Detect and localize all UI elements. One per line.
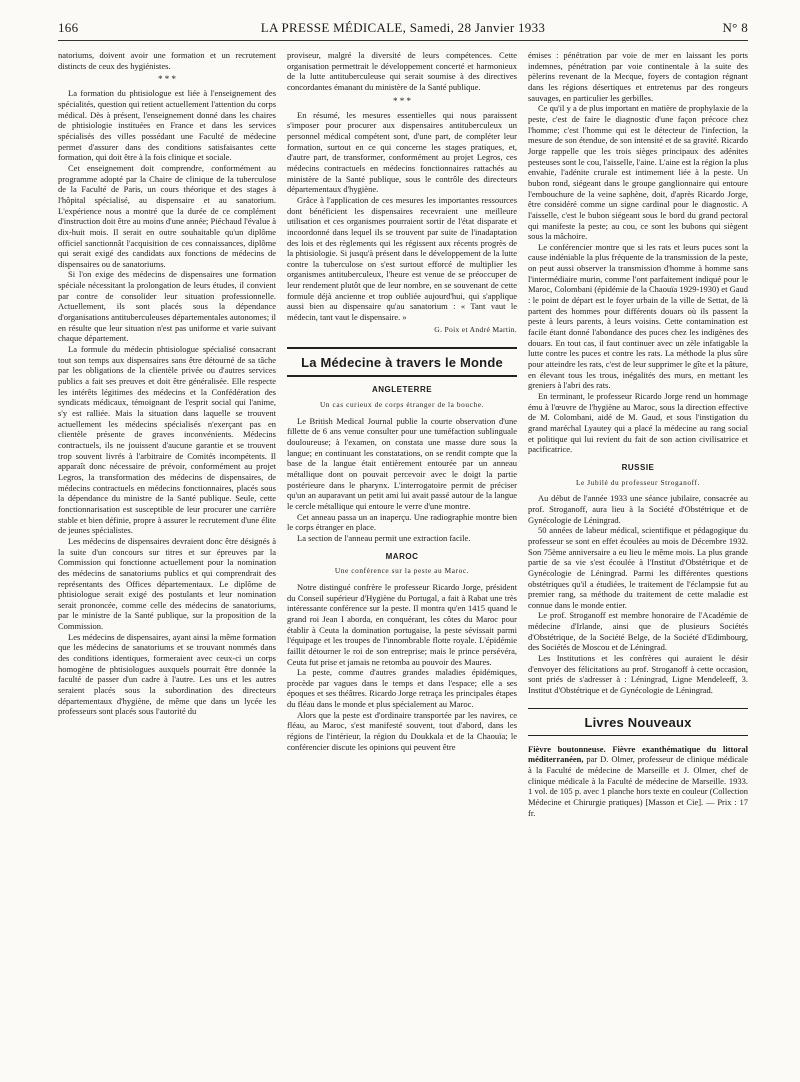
paragraph: Ce qu'il y a de plus important en matière de prophylaxie de la peste, c'est de faire le diagnostic d'une façon précoce chez l'homme; c'est l'homme qui est le détecteur de l'infection, la mesure de son étendue, de son intensité et de sa gravité. Ricardo Jorge rappelle que les trois sièges principaux des adénites pesteuses sont le cou, l'aisselle, l'aine. L'aine est la région la plus envahie, l'adénite crurale est intimement liée à la peste. Un bubon rond, siégeant dans le groupe ganglionnaire qui entoure l'embouchure de la veine saphène, doit, d'après Ricardo Jorge, être considéré comme un signe cardinal pour le diagnostic. A l'aisselle, c'est le bubon siégeant sous le bord du grand pectoral qui manifeste la peste; au cou, ce sont les bubons qui siègent sous la mâchoire. (528, 103, 748, 242)
issue-number: N° 8 (722, 20, 748, 35)
header-rule (58, 40, 748, 41)
column-left (58, 50, 276, 1075)
section-title: La Médecine à travers le Monde (301, 355, 503, 371)
section-title: Livres Nouveaux (584, 714, 692, 730)
article-signature: G. Poix et André Martin. (434, 324, 517, 334)
paragraph: La formule du médecin phtisiologue spécialisé consacrant tout son temps aux dispensaires sans être détourné de sa tâche par les obligations de la clientèle privée ou d'autres services publics a fait ses preuves et doit être généralisée. Elle respecte les intérêts légitimes des médecins et la Confédération des syndicats médicaux, témoignant de l'esprit social qui l'anime, s'y est ralliée. Mais la situation dans laquelle se trouvent actuellement les médecins spécialisés n'exerçant pas en clientèle présente de graves inconvénients. Médecins contractuels, ils ne jouissent d'aucune garantie et se trouvent trop souvent livrés à l'arbitraire de Comités incompétents. Il apparaît donc nécessaire de prévoir, conformément au projet Legros, la transformation des médecins de dispensaires, de médecins contractuels en médecins fonctionnaires, placés sous la dépendance du ministre de la Santé publique. Seule, cette fonctionnarisation est susceptible de leur procurer une carrière stable et bien définie, propre à assurer le recrutement d'une élite de jeunes spécialistes. (58, 344, 276, 536)
column-right (528, 50, 748, 1075)
paragraph: émises : pénétration par voie de mer en laissant les ports indemnes, pénétration par voie continentale à la suite des pèlerins revenant de la Mecque, foyers de contagion régnant dans les régions désertiques et entretenus par des rongeurs sauvages, en particulier les gerbilles. (528, 50, 748, 103)
book-entry (528, 744, 748, 819)
paragraph: 50 années de labeur médical, scientifique et pédagogique du professeur se sont en effet écoulées au mois de Décembre 1932. Son 75ème anniversaire a eu lieu le même mois. La plus grande partie de sa vie s'est écoulée à l'Institut d'Obstétrique et de Gynécologie de Léningrad. Parmi les différentes questions obstétriques qu'il a étudiées, le traitement de l'éclampsie fut au premier rang, sa méthode du traitement de cette maladie est connue dans le monde entier. (528, 525, 748, 610)
paragraph: Les médecins de dispensaires devraient donc être désignés à la suite d'un concours sur titres et sur épreuves par la Commission qui fonctionne actuellement pour la nomination des médecins de sanatoriums publics et qui comprendrait des représentants des Offices départementaux. Le diplôme de phtisiologue serait exigé des postulants et leur nomination serait prononcée, comme celle des médecins de sanatoriums, par le ministre de la Santé publique, sur la proposition de la Commission. (58, 535, 276, 632)
paragraph: Au début de l'année 1933 une séance jubilaire, consacrée au prof. Stroganoff, aura lieu à la Société d'Obstétrique et de Gynécologie de Léningrad. (528, 493, 748, 525)
paragraph: Notre distingué confrère le professeur Ricardo Jorge, président du Conseil supérieur d'Hygiène du Portugal, a fait à Rabat une très intéressante conférence sur la peste. Il montra qu'en 1415 quand le grand roi Jean I aborda, en conquérant, les côtes du Maroc pour établir à Ceuta la domination portugaise, la peste sévissait parmi l'équipage et les troupes de l'innombrable flotte royale. L'épidémie faillit détourner le roi de son entreprise; mais le prince persévéra, Ceuta fut prise et jamais ne retomba au pouvoir des Maures. (287, 581, 517, 667)
country-heading: ANGLETERRE (371, 385, 433, 395)
page-number: 166 (58, 20, 79, 35)
journal-title: LA PRESSE MÉDICALE, Samedi, 28 Janvier 1933 (260, 20, 546, 35)
paragraph: Grâce à l'application de ces mesures les importantes ressources dont bénéficient les dispensaires recevraient une meilleure utilisation et ces organismes pourraient sortir de l'état disparate et incoordonné dans lequel ils se trouvent par suite de l'inadaptation des lois et des règlements qui les régissent aux récents progrès de la phtisiologie. Si jusqu'à présent dans le développement de la lutte contre la tuberculose on s'est surtout efforcé de multiplier les organismes antituberculeux, l'heure est venue de se préoccuper de leur rendement plutôt que de leur nombre, en se souvenant de cette formule déjà ancienne et trop oubliée aujourd'hui, qui s'applique aussi bien au dispensaire qu'au sanatorium : « Tant vaut le médecin, tant vaut le dispensaire. » (287, 194, 517, 323)
paragraph: proviseur, malgré la diversité de leurs compétences. Cette organisation permettrait le développement concerté et harmonieux de la lutte antituberculeuse qui serait soumise à des directives concordantes émanant du ministère de la Santé publique. (287, 50, 517, 92)
book-details: par D. Olmer, professeur de clinique médicale à la Faculté de médecine de Marseille et J. Olmer, chef de clinique médicale à la Faculté de médecine de Marseille. 1933. 1 vol. de 105 p. avec 1 planche hors texte en couleur (Collection Médecine et Chirurgie pratiques) [Masson et Cie]. — Prix : 17 fr. (528, 754, 748, 818)
paragraph: Les Institutions et les confrères qui auraient le désir d'envoyer des félicitations au prof. Stroganoff à cette occasion, sont priés de s'adresser à : Léningrad, Ligne Mendeleeff, 3. Institut d'Obstétrique et de Gynécologie de Léningrad. (528, 653, 748, 696)
paragraph: Le prof. Stroganoff est membre honoraire de l'Académie de médecine d'Irlande, ainsi que de plusieurs Sociétés d'Obstétrique, de la Société Belge, de la Société d'Edimbourg, des Sociétés de Moscou et de Léningrad. (528, 610, 748, 653)
section-banner (528, 708, 748, 736)
item-subtitle: Une conférence sur la peste au Maroc. (334, 566, 470, 576)
paragraph: La peste, comme d'autres grandes maladies épidémiques, procède par vagues dans le temps et dans l'espace; elle a ses époques et ses théâtres. Ricardo Jorge retraça les principales étapes du fléau dans le monde et plus spécialement au Maroc. (287, 667, 517, 710)
paragraph: Alors que la peste est d'ordinaire transportée par les navires, ce fléau, au Maroc, s'est manifesté souvent, tout d'abord, dans les régions de l'intérieur, la région du Doukkala et de la Chaouïa; le conférencier discute les opinions qui peuvent être (287, 709, 517, 752)
country-heading: MAROC (385, 551, 419, 561)
paragraph: Si l'on exige des médecins de dispensaires une formation spéciale nécessitant la prolongation de leurs études, il convient par contre de consolider leur situation professionnelle. Actuellement, ils sont placés sous la dépendance d'organisations antituberculeuses départementales autonomes; il en résulte que leur situation n'est pas uniforme et varie suivant chaque département. (58, 269, 276, 344)
section-separator: * * * (393, 95, 411, 106)
country-heading: RUSSIE (621, 462, 655, 472)
section-separator: * * * (158, 74, 176, 85)
paragraph: En terminant, le professeur Ricardo Jorge rend un hommage ému à l'œuvre de l'hygiène au Maroc, sous la direction effective de M. Colombani, aidé de M. Gaud, et sous l'instigation du grand maréchal Lyautey qui a placé la médecine au rang social et politique qui lui revient du fait de son action civilisatrice et pacificatrice. (528, 391, 748, 455)
paragraph: Cet anneau passa un an inaperçu. Une radiographie montre bien le corps étranger en place. (287, 511, 517, 533)
paragraph: Le British Medical Journal publie la courte observation d'une fillette de 6 ans venue consulter pour une tuméfaction sublinguale douloureuse; à l'examen, on constata une masse dure sous la langue; en continuant les constatations, on se rendit compte que la base de la langue était entièrement entourée par un anneau métallique dont on pouvait percevoir avec le doigt la partie postérieure dans le pharynx. L'interrogatoire permit de préciser qu'un an auparavant un petit ami lui avait passé autour de la langue le cercle métallique qui entoure le verre d'une montre. (287, 415, 517, 511)
paragraph: En résumé, les mesures essentielles qui nous paraissent s'imposer pour procurer aux dispensaires antituberculeux un personnel médical compétent sont, d'une part, de compléter leur formation, surtout en ce qui concerne les stages pratiques, et, d'autre part, de transformer, conformément au projet Legros, ces médecins contractuels en médecins fonctionnaires rattachés au ministère de la Santé publique, sous le contrôle des directeurs départementaux d'hygiène. (287, 109, 517, 195)
running-header (58, 20, 748, 38)
item-subtitle: Un cas curieux de corps étranger de la bouche. (320, 400, 484, 410)
paragraph: natoriums, doivent avoir une formation et un recrutement distincts de ceux des hygiénistes. (58, 50, 276, 71)
paragraph: La formation du phtisiologue est liée à l'enseignement des spécialités, question qui retient actuellement l'attention du corps médical. Dès à présent, l'enseignement donné dans les chaires de phtisiologie instituées en France et dans les services spécialisés des villes possédant une Faculté de médecine permet d'assurer dans des conditions satisfaisantes cette formation, qui doit être à la fois clinique et sociale. (58, 88, 276, 163)
paragraph: Cet enseignement doit comprendre, conformément au programme adopté par la Chaire de clinique de la tuberculose de la Faculté de Paris, un cours théorique et des stages à l'hôpital spécialisé, au dispensaire et au sanatorium. L'expérience nous a montré que la durée de ce complément d'instruction doit être au moins d'une année; Piéchaud l'évalue à dix-huit mois. Il serait en outre souhaitable qu'un diplôme officiel sanctionnât l'acquisition de ces connaissances, diplôme qui serait exigé des candidats aux fonctions de médecins de dispensaires ou de sanatoriums. (58, 162, 276, 269)
column-middle (287, 50, 517, 1075)
paragraph: La section de l'anneau permit une extraction facile. (297, 532, 471, 543)
section-banner (287, 347, 517, 377)
paragraph: Les médecins de dispensaires, ayant ainsi la même formation que les médecins de sanatoriums et se trouvant nommés dans des conditions identiques, formeraient avec ceux-ci un corps homogène de phtisiologues auxquels pourrait être donnée la faculté de passer d'un cadre à l'autre. Les uns et les autres seraient placés sous la subordination des directeurs départementaux d'hygiène, de même que dans un lycée les professeurs sont placés sous l'autorité du (58, 631, 276, 717)
paragraph: Le conférencier montre que si les rats et leurs puces sont la cause indéniable la plus fréquente de la transmission de la peste, on peut aussi observer la transmission d'homme à homme sans l'intermédiaire murin, comme l'ont parfaitement indiqué pour le Maroc, Colombani (épidémie de la Chaouïa 1929-1930) et Gaud : le point de départ est le foyer urbain de la ville de Settat, de là partent des hommes pour différents douars où ils passent la peste à leurs parents, à leurs voisins. Cette contamination est facile étant donné l'abondance des puces chez les indigènes des douars. En tout cas, il faut continuer avec un zèle infatigable la lutte contre les puces et contre les rats. La méthode la plus sûre pour atteindre les rats, c'est de leur supprimer le gîte et la pâture, en élevant tous les trous, inégalités des murs, en mettant les greniers à l'abri des rats. (528, 241, 748, 391)
book-title: Fièvre boutonneuse. Fièvre exanthématique du littoral méditerranéen, (528, 743, 748, 765)
item-subtitle: Le Jubilé du professeur Stroganoff. (575, 477, 700, 487)
